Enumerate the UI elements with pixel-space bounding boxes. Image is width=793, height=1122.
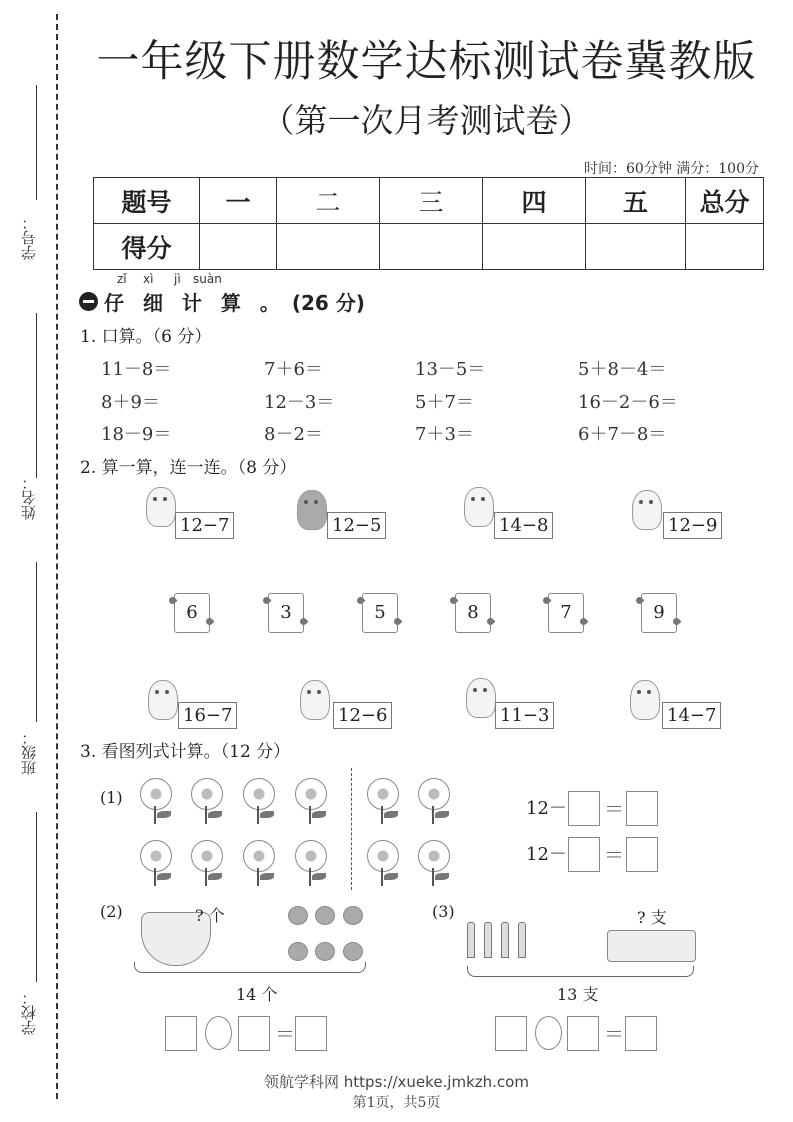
flower-icon <box>241 840 277 886</box>
flower-icon <box>138 778 174 824</box>
part1-label: (1) <box>100 788 123 807</box>
answer-box[interactable] <box>568 837 600 872</box>
expr-box[interactable]: 14−7 <box>662 702 721 729</box>
apple-icon <box>288 906 308 925</box>
expr-box[interactable]: 16−7 <box>178 702 237 729</box>
tiger-icon <box>464 487 494 527</box>
pencil-icon <box>518 922 526 958</box>
header-cell: 一 <box>200 178 277 224</box>
calc-item: 18－9＝ <box>101 424 172 445</box>
equals-sign: ＝ <box>275 1022 295 1046</box>
calc-item: 8－2＝ <box>264 424 323 445</box>
pencil-case-icon <box>607 930 696 962</box>
brace-icon <box>467 966 694 977</box>
calc-item: 7＋3＝ <box>415 424 474 445</box>
pinyin-syllable: xì <box>143 272 154 286</box>
flower-icon <box>365 778 401 824</box>
monkey-icon <box>297 490 327 530</box>
pencil-icon <box>467 922 475 958</box>
equals-sign: ＝ <box>604 1022 624 1046</box>
name-line <box>36 313 37 478</box>
part3-label: (3) <box>432 902 455 921</box>
mouse-icon <box>632 490 662 530</box>
part3-unknown: ? 支 <box>637 908 667 927</box>
apple-icon <box>315 942 335 961</box>
score-table <box>93 177 764 270</box>
expr-box[interactable]: 12−6 <box>333 702 392 729</box>
class-line <box>36 562 37 722</box>
apple-icon <box>315 906 335 925</box>
footer-page: 第1页，共5页 <box>352 1095 441 1111</box>
score-cell[interactable] <box>277 224 380 270</box>
answer-box[interactable] <box>625 1016 657 1051</box>
flower-icon <box>189 778 225 824</box>
answer-box[interactable] <box>626 791 658 826</box>
header-cell: 总分 <box>686 178 764 224</box>
part3-total: 13 支 <box>557 985 599 1004</box>
flower-icon <box>138 840 174 886</box>
score-cell[interactable] <box>586 224 686 270</box>
operator-circle[interactable] <box>205 1016 232 1050</box>
part2-total: 14 个 <box>236 985 278 1004</box>
page-subtitle: （第一次月考测试卷） <box>261 101 592 140</box>
number-card[interactable]: 6 <box>174 593 210 633</box>
expr-box[interactable]: 12−7 <box>175 512 234 539</box>
pinyin-syllable: zǐ <box>117 272 127 286</box>
q3-title: 3. 看图列式计算。（12 分） <box>80 742 291 762</box>
header-cell: 题号 <box>94 178 200 224</box>
flower-icon <box>416 778 452 824</box>
expr-box[interactable]: 12−9 <box>663 512 722 539</box>
equals-sign: ＝ <box>604 797 624 821</box>
student-no-label: 学号： <box>20 215 38 260</box>
operator-circle[interactable] <box>535 1016 562 1050</box>
brace-icon <box>134 962 366 973</box>
header-cell: 五 <box>586 178 686 224</box>
expr-box[interactable]: 12−5 <box>327 512 386 539</box>
score-cell[interactable] <box>483 224 586 270</box>
cat-icon <box>148 680 178 720</box>
page-title: 一年级下册数学达标测试卷冀教版 <box>96 37 757 87</box>
expr-box[interactable]: 14−8 <box>494 512 553 539</box>
pinyin-syllable: suàn <box>193 272 222 286</box>
header-cell: 三 <box>380 178 483 224</box>
score-cell[interactable] <box>200 224 277 270</box>
header-cell: 二 <box>277 178 380 224</box>
flower-icon <box>416 840 452 886</box>
section-points: (26 分) <box>291 291 365 315</box>
eq1-prefix: 12－ <box>526 798 567 819</box>
answer-box[interactable] <box>626 837 658 872</box>
divider-dashed-line <box>351 768 352 890</box>
answer-box[interactable] <box>495 1016 527 1051</box>
section-number-one-icon <box>79 292 98 311</box>
equals-sign: ＝ <box>604 843 624 867</box>
flower-icon <box>293 778 329 824</box>
pig-icon <box>630 680 660 720</box>
rabbit-icon <box>466 678 496 718</box>
footer-site: 领航学科网 https://xueke.jmkzh.com <box>264 1073 529 1091</box>
apple-icon <box>343 942 363 961</box>
calc-item: 16－2－6＝ <box>578 392 678 413</box>
answer-box[interactable] <box>165 1016 197 1051</box>
eq2-prefix: 12－ <box>526 844 567 865</box>
school-label: 学校： <box>20 990 38 1035</box>
calc-item: 5＋7＝ <box>415 392 474 413</box>
q1-title: 1. 口算。（6 分） <box>80 327 212 347</box>
binding-dashed-line <box>56 14 58 1099</box>
answer-box[interactable] <box>568 791 600 826</box>
school-line <box>36 812 37 982</box>
number-card[interactable]: 7 <box>548 593 584 633</box>
section-title: 仔 细 计 算 。 <box>104 291 286 315</box>
class-label: 班级： <box>20 730 38 775</box>
flower-icon <box>241 778 277 824</box>
score-row-label: 得分 <box>94 224 200 270</box>
score-cell[interactable] <box>380 224 483 270</box>
number-card[interactable]: 3 <box>268 593 304 633</box>
q2-title: 2. 算一算，连一连。（8 分） <box>80 458 297 478</box>
calc-item: 13－5＝ <box>415 359 486 380</box>
score-table-header-row <box>94 178 764 224</box>
pencil-icon <box>484 922 492 958</box>
calc-item: 12－3＝ <box>264 392 335 413</box>
score-table-score-row <box>94 224 764 270</box>
score-cell[interactable] <box>686 224 764 270</box>
calc-item: 7＋6＝ <box>264 359 323 380</box>
pencil-icon <box>501 922 509 958</box>
exam-meta: 时间：60分钟 满分：100分 <box>584 161 759 177</box>
section-heading <box>79 287 365 316</box>
part2-label: (2) <box>100 902 123 921</box>
number-card[interactable]: 5 <box>362 593 398 633</box>
answer-box[interactable] <box>238 1016 270 1051</box>
flower-icon <box>189 840 225 886</box>
calc-item: 6＋7－8＝ <box>578 424 667 445</box>
calc-item: 5＋8－4＝ <box>578 359 667 380</box>
puppy-icon <box>146 487 176 527</box>
apple-icon <box>343 906 363 925</box>
number-card[interactable]: 8 <box>455 593 491 633</box>
flower-icon <box>293 840 329 886</box>
part2-unknown: ? 个 <box>195 906 225 925</box>
calc-item: 8＋9＝ <box>101 392 160 413</box>
answer-box[interactable] <box>567 1016 599 1051</box>
header-cell: 四 <box>483 178 586 224</box>
flower-icon <box>365 840 401 886</box>
pinyin-syllable: jì <box>174 272 181 286</box>
cow-icon <box>300 680 330 720</box>
name-label: 姓名： <box>20 475 38 520</box>
number-card[interactable]: 9 <box>641 593 677 633</box>
answer-box[interactable] <box>295 1016 327 1051</box>
apple-icon <box>288 942 308 961</box>
expr-box[interactable]: 11−3 <box>495 702 554 729</box>
calc-item: 11－8＝ <box>101 359 172 380</box>
